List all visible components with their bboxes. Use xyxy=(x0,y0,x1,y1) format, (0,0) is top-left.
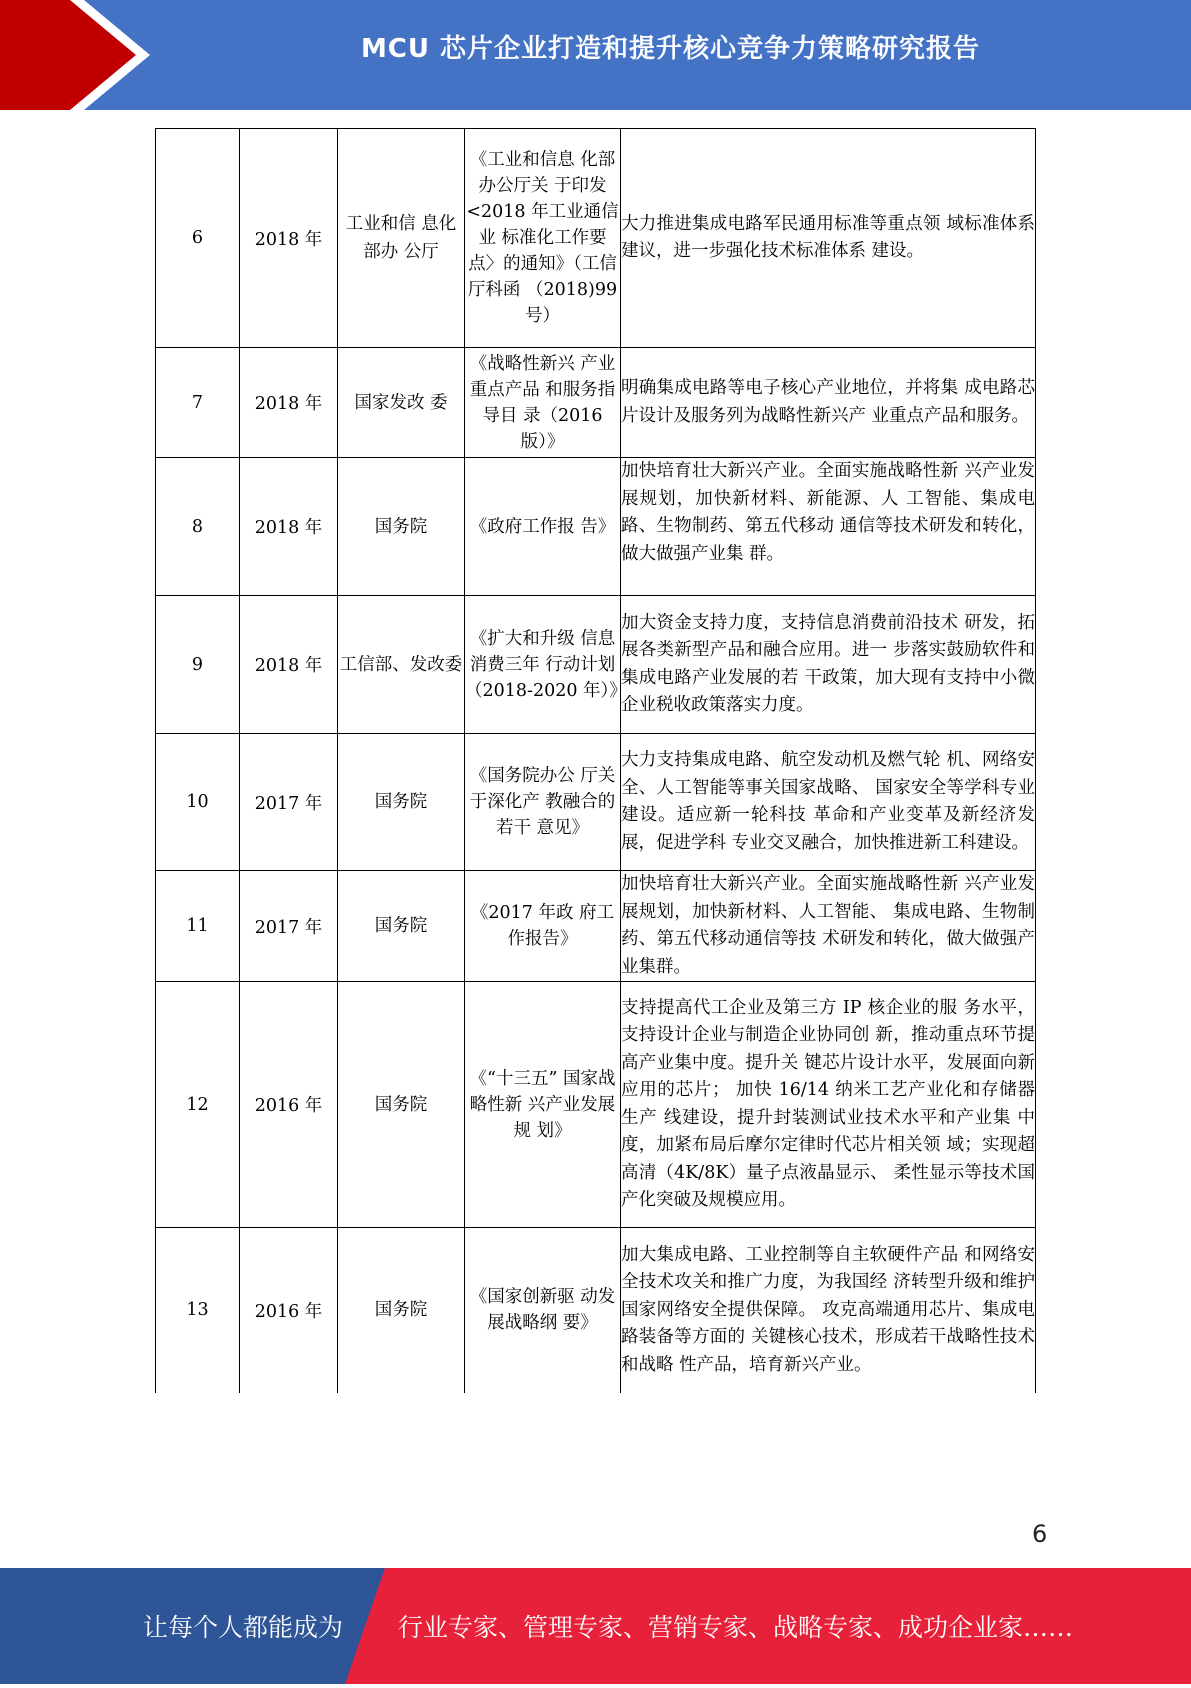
row-document: 《“十三五” 国家战略性新 兴产业发展规 划》 xyxy=(465,982,621,1228)
row-content: 明确集成电路等电子核心产业地位，并将集 成电路芯片设计及服务列为战略性新兴产 业重点产品和服务。 xyxy=(621,348,1036,458)
page-number: 6 xyxy=(1032,1520,1048,1548)
footer-slogan-left: 让每个人都能成为 xyxy=(143,1613,344,1642)
table-row xyxy=(156,982,1036,1228)
report-title: MCU 芯片企业打造和提升核心竞争力策略研究报告 xyxy=(360,34,981,64)
table-row xyxy=(156,129,1036,348)
table-row xyxy=(156,348,1036,458)
row-content: 加快培育壮大新兴产业。全面实施战略性新 兴产业发展规划，加快新材料、新能源、人 工智能、集成电路、生物制药、第五代移动 通信等技术研发和转化，做大做强产业集 群。 xyxy=(621,458,1036,596)
row-number: 9 xyxy=(156,596,240,734)
row-number: 7 xyxy=(156,348,240,458)
row-document: 《国家创新驱 动发展战略纲 要》 xyxy=(465,1228,621,1393)
row-number: 13 xyxy=(156,1228,240,1393)
row-number: 10 xyxy=(156,734,240,871)
row-department: 国务院 xyxy=(338,1228,465,1393)
table-row xyxy=(156,1228,1036,1393)
row-number: 12 xyxy=(156,982,240,1228)
row-content: 加大资金支持力度，支持信息消费前沿技术 研发，拓展各类新型产品和融合应用。进一 步落实鼓励软件和集成电路产业发展的若 干政策，加大现有支持中小微企业税收政策落实力度。 xyxy=(621,596,1036,734)
row-number: 6 xyxy=(156,129,240,348)
table-row xyxy=(156,734,1036,871)
row-number: 8 xyxy=(156,458,240,596)
row-department: 国务院 xyxy=(338,458,465,596)
table-row xyxy=(156,596,1036,734)
row-year: 2018 年 xyxy=(240,458,338,596)
row-document: 《战略性新兴 产业重点产品 和服务指导目 录（2016 版）》 xyxy=(465,348,621,458)
row-document: 《工业和信息 化部办公厅关 于印发<2018 年工业通信业 标准化工作要 点〉的通知》（工信厅科函 （2018)99 号） xyxy=(465,129,621,348)
row-content: 大力推进集成电路军民通用标准等重点领 域标准体系建议，进一步强化技术标准体系 建设。 xyxy=(621,129,1036,348)
row-department: 国务院 xyxy=(338,734,465,871)
row-document: 《扩大和升级 信息消费三年 行动计划（2018-2020 年）》 xyxy=(465,596,621,734)
row-content: 支持提高代工企业及第三方 IP 核企业的服 务水平，支持设计企业与制造企业协同创 新，推动重点环节提高产业集中度。提升关 键芯片设计水平，发展面向新应用的芯片； 加快 16/14 纳米工艺产业化和存储器生产 线建设，提升封装测试业技术水平和产业集 中度，加紧布局后摩尔定律时代芯片相关领 域；实现超高清（4K/8K）量子点液晶显示、 柔性显示等技术国产化突破及规模应用。 xyxy=(621,982,1036,1228)
row-year: 2018 年 xyxy=(240,596,338,734)
row-document: 《2017 年政 府工作报告》 xyxy=(465,871,621,982)
row-year: 2016 年 xyxy=(240,1228,338,1393)
row-content: 加快培育壮大新兴产业。全面实施战略性新 兴产业发展规划，加快新材料、人工智能、 集成电路、生物制药、第五代移动通信等技 术研发和转化，做大做强产业集群。 xyxy=(621,871,1036,982)
row-number: 11 xyxy=(156,871,240,982)
row-content: 大力支持集成电路、航空发动机及燃气轮 机、网络安全、人工智能等事关国家战略、 国家安全等学科专业建设。适应新一轮科技 革命和产业变革及新经济发展，促进学科 专业交叉融合，加快推进新工科建设。 xyxy=(621,734,1036,871)
page-header xyxy=(0,0,1191,110)
row-department: 国家发改 委 xyxy=(338,348,465,458)
policy-table xyxy=(155,128,1036,1393)
row-department: 国务院 xyxy=(338,982,465,1228)
row-document: 《政府工作报 告》 xyxy=(465,458,621,596)
row-document: 《国务院办公 厅关于深化产 教融合的若干 意见》 xyxy=(465,734,621,871)
row-year: 2016 年 xyxy=(240,982,338,1228)
table-row xyxy=(156,871,1036,982)
footer-slogan-right: 行业专家、管理专家、营销专家、战略专家、成功企业家…… xyxy=(398,1613,1074,1642)
row-department: 国务院 xyxy=(338,871,465,982)
row-year: 2017 年 xyxy=(240,871,338,982)
page-footer xyxy=(0,1568,1191,1684)
row-department: 工信部、发改委 xyxy=(338,596,465,734)
row-year: 2018 年 xyxy=(240,129,338,348)
row-year: 2017 年 xyxy=(240,734,338,871)
table-row xyxy=(156,458,1036,596)
row-year: 2018 年 xyxy=(240,348,338,458)
row-department: 工业和信 息化部办 公厅 xyxy=(338,129,465,348)
row-content: 加大集成电路、工业控制等自主软硬件产品 和网络安全技术攻关和推广力度，为我国经 济转型升级和维护国家网络安全提供保障。 攻克高端通用芯片、集成电路装备等方面的 关键核心技术，形成若干战略性技术和战略 性产品，培育新兴产业。 xyxy=(621,1228,1036,1393)
